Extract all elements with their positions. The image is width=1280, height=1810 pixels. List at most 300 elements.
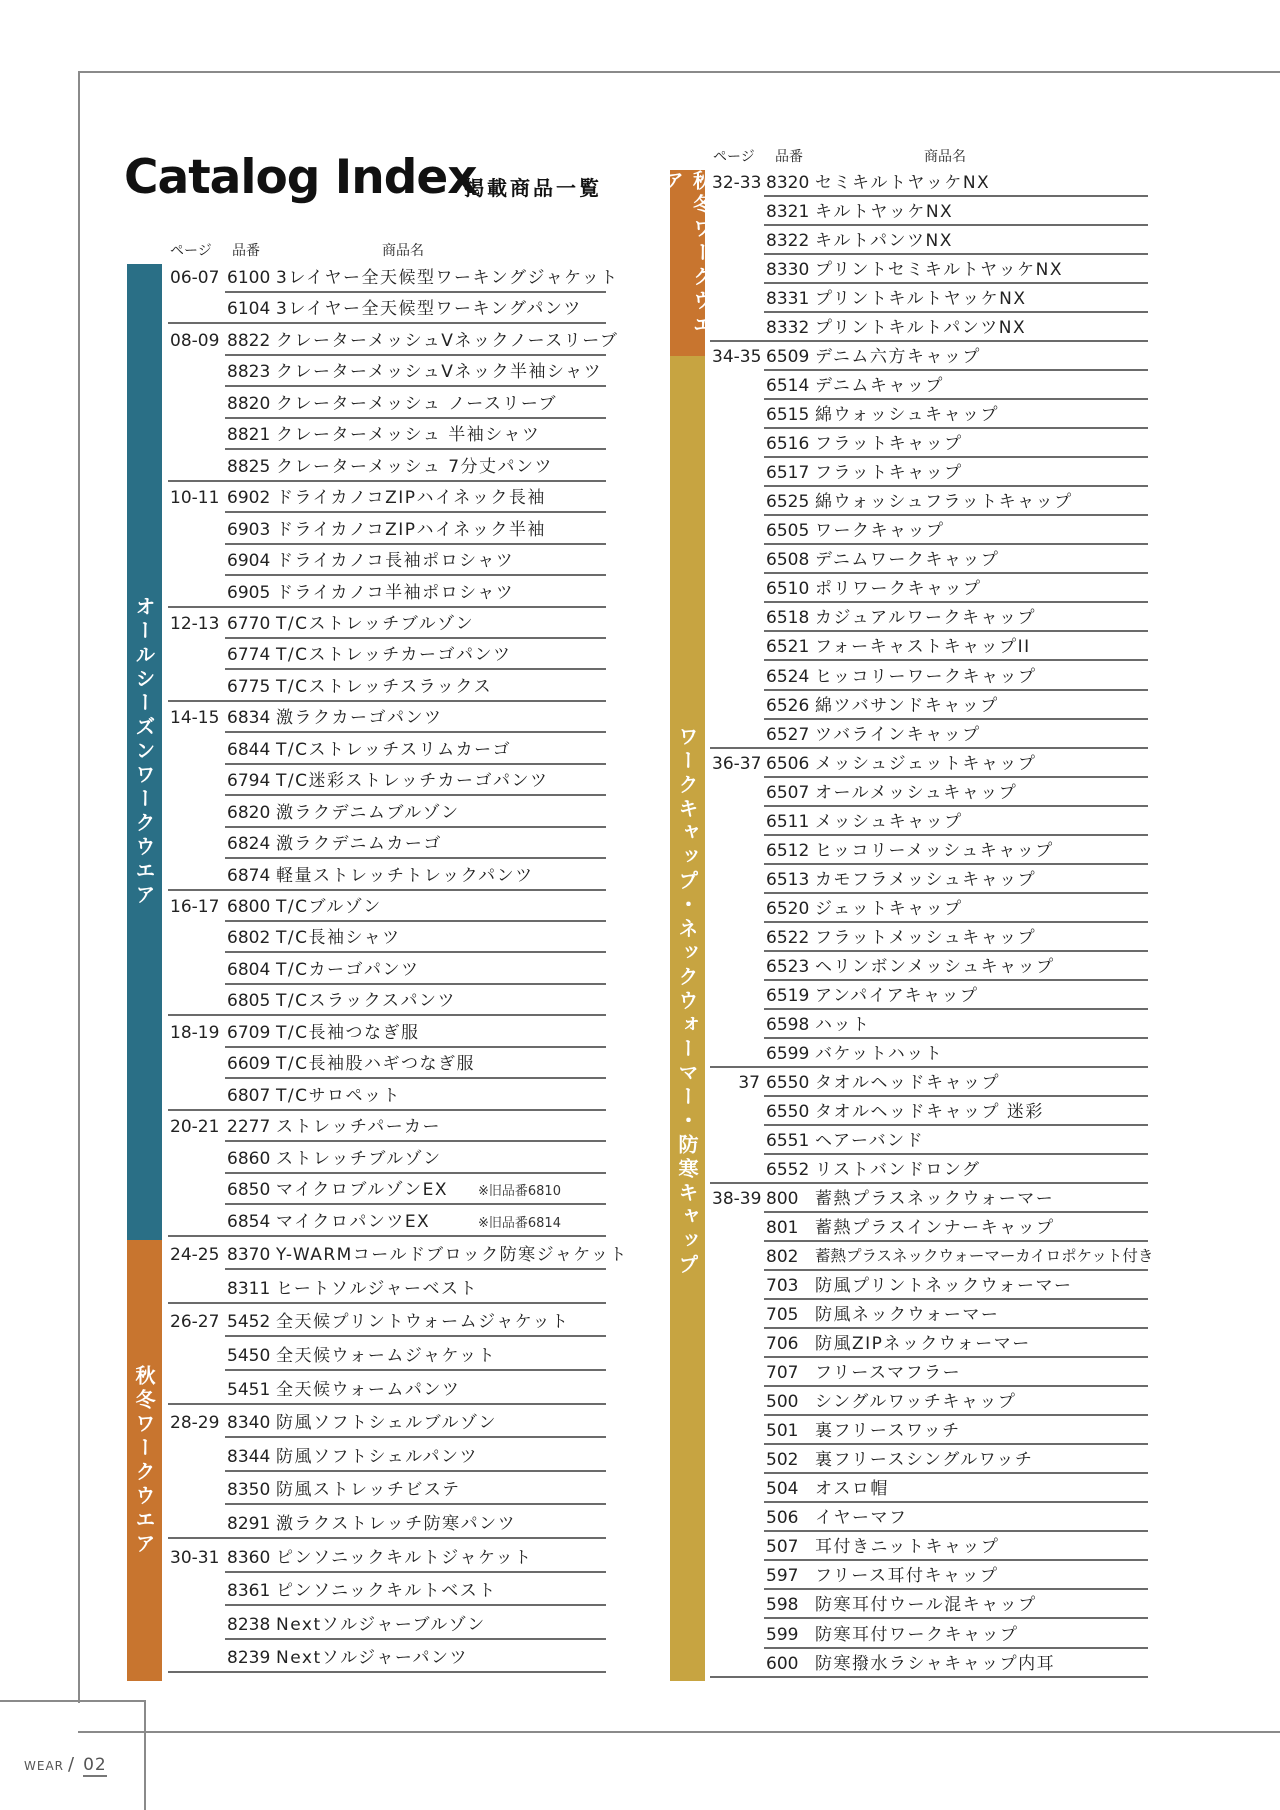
row-name: T/Cスラックスパンツ [276, 991, 456, 1011]
row-divider [225, 1140, 606, 1142]
row-name: クレーターメッシュVネックノースリーブ [276, 331, 619, 351]
row-code: 6524 [766, 667, 810, 687]
row-name: T/Cストレッチブルゾン [276, 614, 475, 634]
row-divider [764, 1501, 1148, 1503]
row-name: バケットハット [815, 1044, 944, 1064]
row-page: 37 [738, 1073, 760, 1093]
row-name: T/Cストレッチスリムカーゴ [276, 740, 512, 760]
row-divider [764, 1095, 1148, 1097]
row-name: 防風ストレッチビステ [276, 1480, 461, 1500]
row-name: 激ラクカーゴパンツ [276, 708, 443, 728]
row-code: 6599 [766, 1044, 810, 1064]
row-name: 防風プリントネックウォーマー [815, 1276, 1073, 1296]
row-code: 8825 [227, 457, 271, 477]
row-note: ※旧品番6810 [478, 1184, 561, 1199]
row-name: Y-WARMコールドブロック防寒ジャケット [276, 1245, 628, 1265]
row-divider [764, 1008, 1148, 1010]
row-divider [225, 291, 606, 293]
row-name: 防寒耳付ウール混キャップ [815, 1595, 1037, 1615]
row-code: 8238 [227, 1615, 271, 1635]
row-code: 6794 [227, 771, 271, 791]
row-name: ストレッチブルゾン [276, 1149, 442, 1169]
category-bar-caps [670, 356, 705, 1681]
row-code: 6505 [766, 521, 810, 541]
row-divider [764, 863, 1148, 865]
row-divider [764, 1617, 1148, 1619]
category-bar-autumn [660, 170, 714, 356]
row-divider [225, 731, 606, 733]
row-divider [225, 543, 606, 545]
row-code: 6902 [227, 488, 271, 508]
row-name: ストレッチパーカー [276, 1117, 441, 1137]
page-number: 02 [83, 1755, 107, 1775]
row-code: 6860 [227, 1149, 271, 1169]
row-name: 防風ソフトシェルパンツ [276, 1447, 478, 1467]
row-code: 504 [766, 1479, 799, 1499]
row-code: 8331 [766, 289, 810, 309]
row-divider [764, 1472, 1148, 1474]
row-name: ワークキャップ [815, 521, 945, 541]
footer-slash: / [68, 1754, 76, 1775]
header-code: 品番 [775, 149, 803, 165]
row-code: 6525 [766, 492, 810, 512]
row-code: 6527 [766, 725, 810, 745]
page-title: Catalog Index [124, 150, 477, 205]
row-page: 14-15 [170, 708, 220, 728]
row-name: T/C長袖股ハギつなぎ服 [276, 1054, 475, 1074]
row-divider [764, 253, 1148, 255]
row-name: 綿ウォッシュキャップ [815, 405, 999, 425]
row-divider [764, 1588, 1148, 1590]
row-divider [764, 1211, 1148, 1213]
row-divider [168, 1537, 606, 1539]
row-divider [764, 427, 1148, 429]
row-name: カジュアルワークキャップ [815, 608, 1036, 628]
row-code: 6854 [227, 1212, 271, 1232]
row-divider [225, 637, 606, 639]
row-code: 6521 [766, 637, 810, 657]
frame-bottom-line [78, 1731, 1280, 1733]
row-name: ピンソニックキルトベスト [276, 1581, 497, 1601]
row-code: 506 [766, 1508, 799, 1528]
row-divider [764, 1559, 1148, 1561]
row-name: オールメッシュキャップ [815, 783, 1018, 803]
row-code: 6904 [227, 551, 271, 571]
row-code: 6506 [766, 754, 810, 774]
row-name: T/Cブルゾン [276, 897, 382, 917]
row-code: 6517 [766, 463, 810, 483]
row-code: 2277 [227, 1117, 271, 1137]
corner-line [144, 1700, 146, 1810]
row-name: 裏フリースシングルワッチ [815, 1450, 1034, 1470]
row-divider [225, 1077, 606, 1079]
row-code: 6775 [227, 677, 271, 697]
row-code: 6508 [766, 550, 810, 570]
row-divider [225, 668, 606, 670]
row-divider [225, 826, 606, 828]
row-code: 6844 [227, 740, 271, 760]
row-name: クレーターメッシュVネック半袖シャツ [276, 362, 603, 382]
row-page: 36-37 [712, 754, 762, 774]
header-page: ページ [170, 243, 212, 259]
row-divider [168, 1302, 606, 1304]
row-divider [710, 1676, 1148, 1678]
row-code: 597 [766, 1566, 799, 1586]
row-page: 16-17 [170, 897, 220, 917]
row-page: 32-33 [712, 173, 762, 193]
row-divider [764, 892, 1148, 894]
row-name: T/C長袖シャツ [276, 928, 401, 948]
row-divider [168, 889, 606, 891]
frame-left-line [78, 71, 80, 1703]
row-divider [225, 417, 606, 419]
row-divider [764, 950, 1148, 952]
row-name: 裏フリースワッチ [815, 1421, 961, 1441]
row-name: 綿ウォッシュフラットキャップ [815, 492, 1073, 512]
row-name: ヒートソルジャーベスト [276, 1279, 479, 1299]
row-page: 28-29 [170, 1413, 220, 1433]
row-name: シングルワッチキャップ [815, 1392, 1017, 1412]
row-code: 703 [766, 1276, 799, 1296]
row-code: 6774 [227, 645, 271, 665]
row-name: T/Cサロペット [276, 1086, 401, 1106]
row-code: 6598 [766, 1015, 810, 1035]
row-code: 5452 [227, 1312, 271, 1332]
row-code: 8360 [227, 1548, 271, 1568]
row-code: 8820 [227, 394, 271, 414]
row-name: キルトパンツNX [815, 231, 953, 251]
row-code: 8332 [766, 318, 810, 338]
row-divider [764, 282, 1148, 284]
row-code: 600 [766, 1654, 799, 1674]
page-footer [24, 1754, 107, 1775]
row-divider [225, 1604, 606, 1606]
row-code: 6820 [227, 803, 271, 823]
row-name: ドライカノコ半袖ポロシャツ [276, 583, 515, 603]
row-divider [225, 983, 606, 985]
row-code: 8370 [227, 1245, 271, 1265]
row-name: T/Cカーゴパンツ [276, 960, 420, 980]
row-name: 全天候ウォームパンツ [276, 1380, 461, 1400]
row-name: カモフラメッシュキャップ [815, 870, 1037, 890]
row-page: 10-11 [170, 488, 220, 508]
row-code: 6510 [766, 579, 810, 599]
row-page: 26-27 [170, 1312, 220, 1332]
row-divider [225, 354, 606, 356]
row-name: ヒッコリーメッシュキャップ [815, 841, 1054, 861]
row-divider [225, 1268, 606, 1270]
row-divider [764, 718, 1148, 720]
row-name: イヤーマフ [815, 1508, 908, 1528]
row-code: 800 [766, 1189, 799, 1209]
row-code: 706 [766, 1334, 799, 1354]
row-divider [764, 834, 1148, 836]
row-name: 全天候ウォームジャケット [276, 1346, 497, 1366]
row-name: ポリワークキャップ [815, 579, 982, 599]
row-name: 全天候プリントウォームジャケット [276, 1312, 570, 1332]
row-name: 3レイヤー全天候型ワーキングジャケット [276, 268, 619, 288]
row-page: 24-25 [170, 1245, 220, 1265]
row-divider [225, 1436, 606, 1438]
row-divider [764, 1414, 1148, 1416]
row-page: 30-31 [170, 1548, 220, 1568]
row-name: デニムワークキャップ [815, 550, 1000, 570]
row-name: キルトヤッケNX [815, 202, 954, 222]
row-divider [225, 385, 606, 387]
category-label: オールシーズンワークウエア [132, 596, 156, 908]
row-name: 蓄熱プラスインナーキャップ [815, 1218, 1055, 1238]
row-name: フラットキャップ [815, 434, 963, 454]
row-divider [764, 195, 1148, 197]
row-divider [168, 700, 606, 702]
row-code: 6550 [766, 1102, 810, 1122]
row-code: 6511 [766, 812, 810, 832]
row-divider [225, 1172, 606, 1174]
row-name: デニムキャップ [815, 376, 944, 396]
row-divider [225, 511, 606, 513]
row-divider [168, 1109, 606, 1111]
row-divider [710, 1066, 1148, 1068]
row-name: フラットメッシュキャップ [815, 928, 1037, 948]
row-divider [225, 763, 606, 765]
row-code: 6905 [227, 583, 271, 603]
row-divider [764, 1385, 1148, 1387]
row-name: クレーターメッシュ 7分丈パンツ [276, 457, 554, 477]
row-divider [168, 1014, 606, 1016]
category-label: ワークキャップ・ネックウォーマー・防寒キャップ [675, 726, 699, 1278]
row-name: 軽量ストレッチトレックパンツ [276, 866, 534, 886]
row-code: 6509 [766, 347, 810, 367]
row-name: セミキルトヤッケNX [815, 173, 991, 193]
row-divider [764, 456, 1148, 458]
row-code: 705 [766, 1305, 799, 1325]
row-code: 5450 [227, 1346, 271, 1366]
row-name: タオルヘッドキャップ [815, 1073, 1000, 1093]
row-name: ピンソニックキルトジャケット [276, 1548, 533, 1568]
row-name: ヘアーバンド [815, 1131, 925, 1151]
row-divider [168, 322, 606, 324]
row-code: 6850 [227, 1180, 271, 1200]
row-divider [764, 659, 1148, 661]
row-divider [764, 398, 1148, 400]
row-code: 6804 [227, 960, 271, 980]
row-divider [225, 1203, 606, 1205]
row-divider [225, 574, 606, 576]
row-code: 6520 [766, 899, 810, 919]
row-code: 6552 [766, 1160, 810, 1180]
row-divider [764, 1647, 1148, 1649]
row-name: プリントキルトヤッケNX [815, 289, 1027, 309]
row-name: プリントキルトパンツNX [815, 318, 1027, 338]
row-name: Nextソルジャーブルゾン [276, 1615, 486, 1635]
row-divider [225, 1503, 606, 1505]
row-divider [225, 1335, 606, 1337]
row-divider [764, 921, 1148, 923]
row-code: 6104 [227, 299, 271, 319]
row-divider [764, 1327, 1148, 1329]
row-name: ヒッコリーワークキャップ [815, 667, 1037, 687]
row-code: 6522 [766, 928, 810, 948]
row-code: 707 [766, 1363, 799, 1383]
row-divider [168, 606, 606, 608]
row-name: オスロ帽 [815, 1479, 889, 1499]
row-code: 8239 [227, 1648, 271, 1668]
row-code: 8322 [766, 231, 810, 251]
row-name: メッシュジェットキャップ [815, 754, 1037, 774]
row-code: 6807 [227, 1086, 271, 1106]
row-code: 6516 [766, 434, 810, 454]
row-divider [764, 805, 1148, 807]
row-name: リストバンドロング [815, 1160, 981, 1180]
row-code: 8320 [766, 173, 810, 193]
row-divider [764, 979, 1148, 981]
category-bar-allseason [127, 264, 162, 1240]
row-code: 6903 [227, 520, 271, 540]
row-name: 防風ソフトシェルブルゾン [276, 1413, 497, 1433]
row-name: 防風ZIPネックウォーマー [815, 1334, 1031, 1354]
row-code: 6515 [766, 405, 810, 425]
row-code: 6770 [227, 614, 271, 634]
corner-line [0, 1700, 146, 1702]
row-name: マイクロブルゾンEX [276, 1180, 449, 1200]
row-code: 501 [766, 1421, 799, 1441]
frame-top-line [78, 71, 1280, 73]
row-divider [168, 1671, 606, 1673]
row-name: 激ラクデニムカーゴ [276, 834, 442, 854]
row-name: T/Cストレッチスラックス [276, 677, 493, 697]
row-page: 12-13 [170, 614, 220, 634]
row-divider [764, 601, 1148, 603]
row-code: 6519 [766, 986, 810, 1006]
category-bar-autumn [127, 1240, 162, 1681]
row-code: 801 [766, 1218, 799, 1238]
row-code: 6609 [227, 1054, 271, 1074]
row-name: 防寒耳付ワークキャップ [815, 1625, 1019, 1645]
row-divider [764, 1037, 1148, 1039]
row-divider [225, 1470, 606, 1472]
row-code: 6800 [227, 897, 271, 917]
row-code: 6551 [766, 1131, 810, 1151]
row-divider [764, 543, 1148, 545]
row-name: タオルヘッドキャップ 迷彩 [815, 1102, 1044, 1122]
row-code: 5451 [227, 1380, 271, 1400]
row-code: 507 [766, 1537, 799, 1557]
row-name: 防風ネックウォーマー [815, 1305, 1000, 1325]
row-name: マイクロパンツEX [276, 1212, 431, 1232]
header-name: 商品名 [382, 243, 424, 259]
row-page: 08-09 [170, 331, 220, 351]
row-name: 防寒撥水ラシャキャップ内耳 [815, 1654, 1056, 1674]
row-divider [764, 514, 1148, 516]
header-code: 品番 [232, 243, 260, 259]
row-divider [764, 485, 1148, 487]
row-name: ヘリンボンメッシュキャップ [815, 957, 1055, 977]
row-page: 38-39 [712, 1189, 762, 1209]
header-page: ページ [713, 149, 755, 165]
row-code: 8311 [227, 1279, 271, 1299]
row-name: アンパイアキャップ [815, 986, 979, 1006]
row-name: フラットキャップ [815, 463, 963, 483]
row-code: 8350 [227, 1480, 271, 1500]
row-name: クレーターメッシュ 半袖シャツ [276, 425, 541, 445]
row-page: 34-35 [712, 347, 762, 367]
row-page: 06-07 [170, 268, 220, 288]
row-code: 802 [766, 1247, 799, 1267]
row-name: 蓄熱プラスネックウォーマー [815, 1189, 1055, 1209]
row-name: クレーターメッシュ ノースリーブ [276, 394, 558, 414]
row-name: 激ラクデニムブルゾン [276, 803, 460, 823]
row-code: 6507 [766, 783, 810, 803]
row-code: 6518 [766, 608, 810, 628]
row-name: T/C迷彩ストレッチカーゴパンツ [276, 771, 549, 791]
row-name: ドライカノコ長袖ポロシャツ [276, 551, 515, 571]
row-divider [764, 311, 1148, 313]
row-divider [225, 1369, 606, 1371]
row-divider [710, 1182, 1148, 1184]
row-code: 500 [766, 1392, 799, 1412]
row-divider [764, 1356, 1148, 1358]
row-divider [764, 776, 1148, 778]
row-code: 8822 [227, 331, 271, 351]
row-name: T/Cストレッチカーゴパンツ [276, 645, 512, 665]
row-name: 蓄熱プラスネックウォーマーカイロポケット付き [815, 1247, 1154, 1265]
row-code: 8291 [227, 1514, 271, 1534]
row-code: 6523 [766, 957, 810, 977]
row-divider [764, 689, 1148, 691]
row-name: フリース耳付キャップ [815, 1566, 999, 1586]
row-name: フォーキャストキャップII [815, 637, 1031, 657]
row-name: 激ラクストレッチ防寒パンツ [276, 1514, 517, 1534]
row-code: 6805 [227, 991, 271, 1011]
row-divider [710, 747, 1148, 749]
row-divider [764, 630, 1148, 632]
row-divider [764, 369, 1148, 371]
row-page: 20-21 [170, 1117, 220, 1137]
row-divider [764, 1153, 1148, 1155]
row-divider [764, 572, 1148, 574]
row-code: 8821 [227, 425, 271, 445]
row-code: 6513 [766, 870, 810, 890]
row-code: 6550 [766, 1073, 810, 1093]
row-name: 3レイヤー全天候型ワーキングパンツ [276, 299, 582, 319]
page-subtitle: 掲載商品一覧 [464, 176, 602, 200]
row-name: 耳付きニットキャップ [815, 1537, 1000, 1557]
row-divider [710, 340, 1148, 342]
row-name: 綿ツバサンドキャップ [815, 696, 999, 716]
row-code: 598 [766, 1595, 799, 1615]
row-divider [764, 1124, 1148, 1126]
row-divider [764, 1298, 1148, 1300]
row-divider [764, 1530, 1148, 1532]
row-divider [225, 857, 606, 859]
row-divider [225, 951, 606, 953]
row-name: プリントセミキルトヤッケNX [815, 260, 1064, 280]
row-divider [168, 1235, 606, 1237]
row-code: 6526 [766, 696, 810, 716]
row-code: 8330 [766, 260, 810, 280]
row-code: 6100 [227, 268, 271, 288]
row-name: ドライカノコZIPハイネック長袖 [276, 488, 546, 508]
row-page: 18-19 [170, 1023, 220, 1043]
row-code: 6514 [766, 376, 810, 396]
row-code: 599 [766, 1625, 799, 1645]
row-name: ハット [815, 1015, 871, 1035]
row-divider [764, 1240, 1148, 1242]
row-divider [764, 1443, 1148, 1445]
row-code: 8321 [766, 202, 810, 222]
row-divider [168, 480, 606, 482]
row-divider [225, 448, 606, 450]
